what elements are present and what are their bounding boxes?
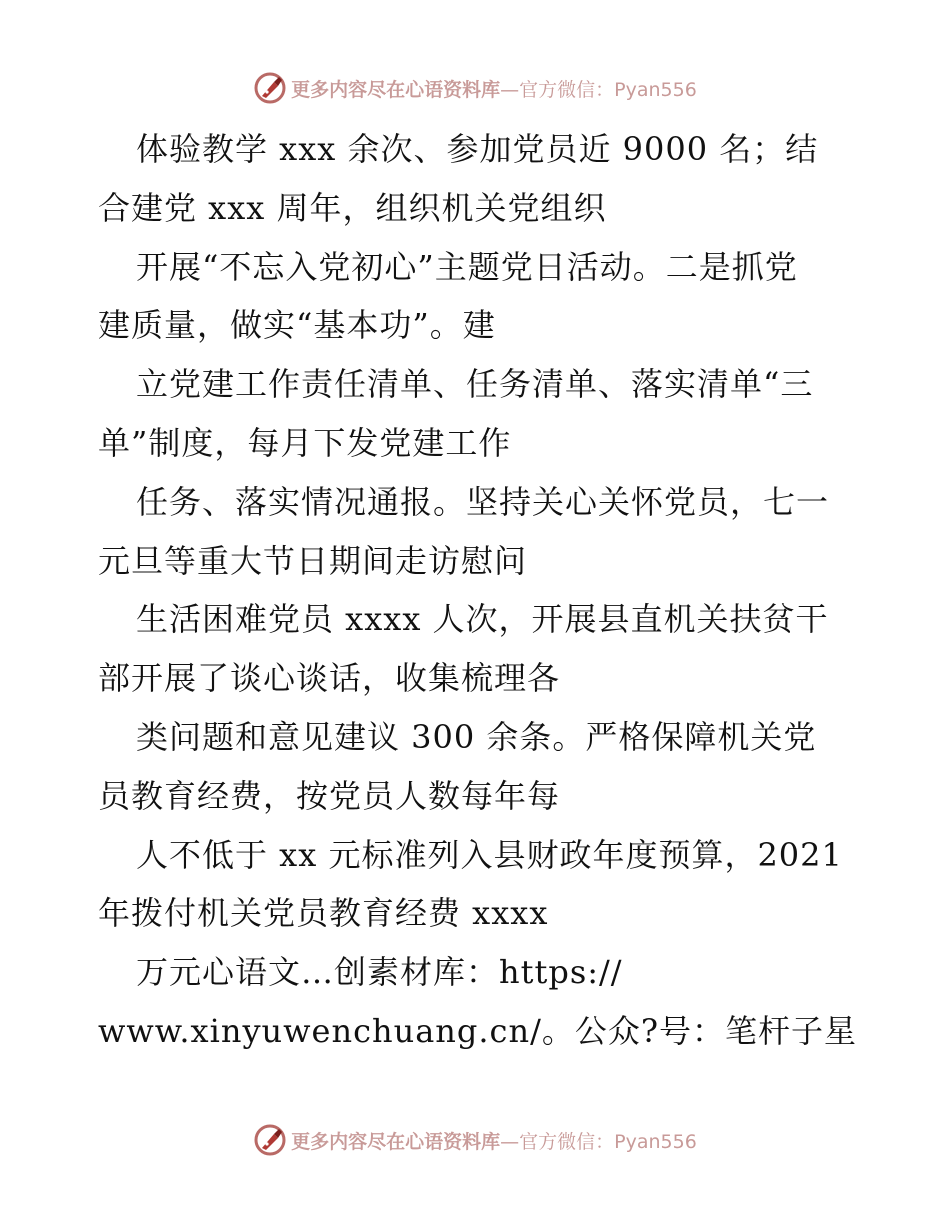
banner-main-text: 更多内容尽在心语资料库: [291, 1130, 501, 1153]
body-line: 单”制度，每月下发党建工作: [98, 423, 512, 462]
pen-nib-circle-icon: [253, 71, 287, 105]
body-line: 人不低于 xx 元标准列入县财政年度预算，2021: [136, 835, 843, 874]
body-line: 生活困难党员 xxxx 人次，开展县直机关扶贫干: [136, 600, 829, 639]
body-line: 元旦等重大节日期间走访慰问: [98, 541, 528, 580]
banner-suffix-text: —官方微信：Pyan556: [500, 1130, 697, 1153]
body-line: 任务、落实情况通报。坚持关心关怀党员，七一: [136, 482, 830, 521]
body-line: 部开展了谈心谈话，收集梳理各: [98, 659, 561, 698]
footer-banner: [0, 1120, 950, 1160]
body-line: 开展“不忘入党初心”主题党日活动。二是抓党: [136, 247, 798, 286]
body-line: 万元心语文…创素材库：https://: [136, 953, 623, 992]
body-line: 建质量，做实“基本功”。建: [98, 306, 496, 345]
header-banner: [0, 68, 950, 108]
body-line: 年拨付机关党员教育经费 xxxx: [98, 894, 549, 933]
banner-main-text: 更多内容尽在心语资料库: [291, 78, 501, 101]
body-line: 员教育经费，按党员人数每年每: [98, 776, 561, 815]
body-line: 合建党 xxx 周年，组织机关党组织: [98, 188, 607, 227]
body-line: 体验教学 xxx 余次、参加党员近 9000 名；结: [136, 130, 819, 168]
body-line: 立党建工作责任清单、任务清单、落实清单“三: [136, 365, 814, 404]
banner-suffix-text: —官方微信：Pyan556: [500, 78, 697, 101]
body-line: 类问题和意见建议 300 余条。严格保障机关党: [136, 717, 817, 756]
document-body: [98, 120, 858, 1061]
body-line: www.xinyuwenchuang.cn/。公众?号：笔杆子星: [98, 1011, 858, 1050]
pen-nib-circle-icon: [253, 1123, 287, 1157]
